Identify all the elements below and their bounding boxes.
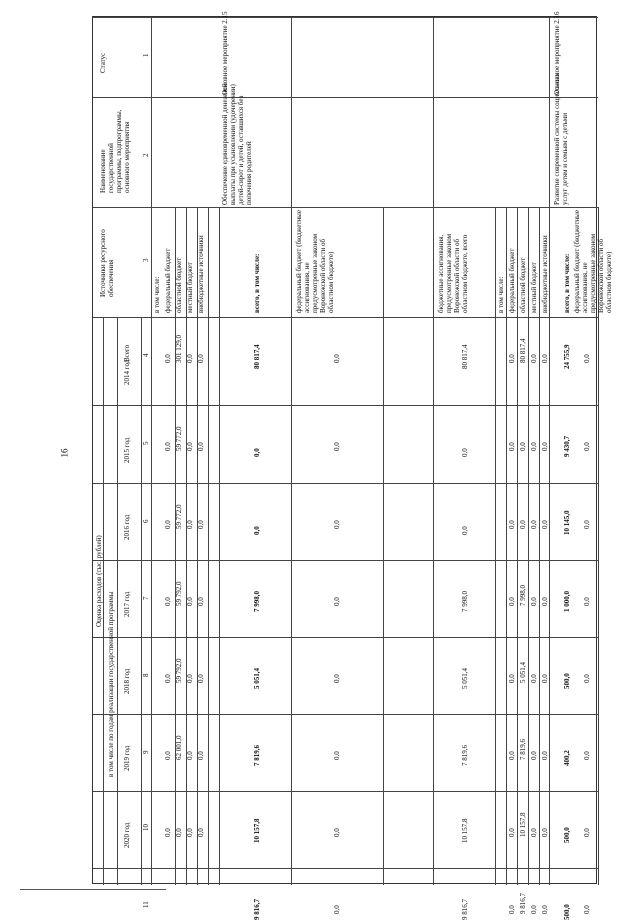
cell-value: 0,0 bbox=[164, 597, 172, 606]
cell-value: 0,0 bbox=[541, 674, 549, 683]
cell-value: 0,0 bbox=[508, 520, 516, 529]
measure-name: Обеспечение единовременной денежной bbox=[221, 83, 229, 205]
column-number: 9 bbox=[142, 750, 150, 754]
cell-value: 0,0 bbox=[186, 520, 194, 529]
cell-value: 0,0 bbox=[333, 597, 341, 606]
cell-value: 0,0 bbox=[519, 442, 527, 451]
cell-value: 80 817,4 bbox=[519, 338, 527, 363]
year-header: 2017 год bbox=[123, 591, 131, 617]
total-value: 500,0 bbox=[563, 827, 571, 843]
federal-label: Воронежской области об bbox=[597, 238, 605, 313]
cell-value: 0,0 bbox=[333, 751, 341, 760]
source-label: внебюджетные источники bbox=[197, 235, 205, 313]
total-label: всего, в том числе: bbox=[563, 253, 571, 313]
source-label: областной бюджет bbox=[175, 257, 183, 313]
cell-value: 0,0 bbox=[583, 828, 591, 837]
status-header: Статус bbox=[99, 52, 107, 73]
cell-value: 0,0 bbox=[197, 751, 205, 760]
cell-value: 0,0 bbox=[164, 354, 172, 363]
cell-value: 0,0 bbox=[530, 354, 538, 363]
cell-value: 0,0 bbox=[530, 520, 538, 529]
cell-value: 0,0 bbox=[541, 828, 549, 837]
measure-name: Развитие современной системы социальных bbox=[553, 73, 561, 205]
estimate-header: Оценка расходов (тыс. рублей) bbox=[95, 535, 103, 627]
measure-status: Основное мероприятие 2.16 bbox=[553, 11, 561, 95]
cell-value: 0,0 bbox=[530, 674, 538, 683]
name-header: государственной bbox=[107, 143, 115, 193]
column-number: 3 bbox=[142, 258, 150, 262]
cell-value: 10 157,8 bbox=[519, 812, 527, 837]
source-header: Источники ресурсного bbox=[99, 229, 107, 297]
cell-value: 0,0 bbox=[197, 597, 205, 606]
total-value: 500,0 bbox=[563, 673, 571, 689]
source-label: внебюджетные источники bbox=[541, 235, 549, 313]
cell-value: 0,0 bbox=[461, 448, 469, 457]
by-years-header: в том числе по годам реализации государственной программы bbox=[107, 591, 115, 777]
total-value: 5 051,4 bbox=[253, 668, 261, 689]
cell-value: 0,0 bbox=[333, 442, 341, 451]
federal-label: федеральный бюджет (бюджетные bbox=[573, 210, 581, 313]
total-value: 0,0 bbox=[253, 526, 261, 535]
cell-value: 0,0 bbox=[508, 442, 516, 451]
cell-value: 0,0 bbox=[519, 520, 527, 529]
federal-label: областном бюджете) bbox=[327, 251, 335, 313]
total-value: 10 157,8 bbox=[253, 818, 261, 843]
cell-value: 5 051,4 bbox=[519, 662, 527, 683]
cell-value: 0,0 bbox=[186, 828, 194, 837]
cell-value: 0,0 bbox=[541, 520, 549, 529]
measure-name: попечения родителей bbox=[245, 141, 253, 205]
cell-value: 80 817,4 bbox=[461, 344, 469, 369]
regional-label: Воронежской области об bbox=[453, 238, 461, 313]
cell-value: 0,0 bbox=[541, 354, 549, 363]
cell-value: 0,0 bbox=[541, 597, 549, 606]
page-number: 16 bbox=[59, 448, 70, 458]
cell-value: 0,0 bbox=[164, 828, 172, 837]
federal-label: ассигнования, не bbox=[303, 262, 311, 313]
total-value: 24 755,9 bbox=[563, 344, 571, 369]
column-number: 4 bbox=[142, 353, 150, 357]
cell-value: 0,0 bbox=[508, 751, 516, 760]
year-header: 2018 год bbox=[123, 668, 131, 694]
federal-label: областном бюджете) bbox=[605, 251, 613, 313]
cell-value: 0,0 bbox=[197, 520, 205, 529]
cell-value: 0,0 bbox=[333, 828, 341, 837]
cell-value: 59 772,0 bbox=[175, 504, 183, 529]
cell-value: 59 792,0 bbox=[175, 581, 183, 606]
cell-value: 0,0 bbox=[541, 751, 549, 760]
footnote-line bbox=[20, 889, 166, 890]
cell-value: 9 816,7 bbox=[519, 893, 527, 914]
source-label: местный бюджет bbox=[186, 262, 194, 313]
federal-label: предусмотренные законом bbox=[589, 233, 597, 313]
cell-value: 0,0 bbox=[508, 905, 516, 914]
cell-value: 0,0 bbox=[164, 442, 172, 451]
cell-value: 0,0 bbox=[583, 354, 591, 363]
year-header: 2016 год bbox=[123, 514, 131, 540]
cell-value: 0,0 bbox=[583, 597, 591, 606]
cell-value: 0,0 bbox=[583, 905, 591, 914]
year-header: 2014 год bbox=[123, 359, 131, 385]
federal-label: предусмотренные законом bbox=[311, 233, 319, 313]
measure-name: услуг детям и семьям с детьми bbox=[561, 112, 569, 205]
total-value: 9 816,7 bbox=[253, 899, 261, 920]
budget-table bbox=[92, 11, 613, 920]
cell-value: 0,0 bbox=[186, 674, 194, 683]
name-header: Наименование bbox=[99, 149, 107, 193]
cell-value: 301 129,0 bbox=[175, 335, 183, 363]
cell-value: 5 051,4 bbox=[461, 668, 469, 689]
year-header: 2015 год bbox=[123, 437, 131, 463]
cell-value: 0,0 bbox=[333, 674, 341, 683]
cell-value: 0,0 bbox=[175, 828, 183, 837]
cell-value: 7 819,6 bbox=[461, 745, 469, 766]
cell-value: 0,0 bbox=[333, 905, 341, 914]
cell-value: 0,0 bbox=[530, 905, 538, 914]
total-value: 10 145,0 bbox=[563, 510, 571, 535]
column-number: 2 bbox=[142, 153, 150, 157]
total-value: 0,0 bbox=[253, 448, 261, 457]
cell-value: 59 792,0 bbox=[175, 658, 183, 683]
cell-value: 0,0 bbox=[186, 442, 194, 451]
cell-value: 0,0 bbox=[461, 526, 469, 535]
column-number: 7 bbox=[142, 596, 150, 600]
total-value: 1 000,0 bbox=[563, 591, 571, 612]
total-value: 7 819,6 bbox=[253, 745, 261, 766]
cell-value: 7 998,0 bbox=[461, 591, 469, 612]
cell-value: 0,0 bbox=[186, 751, 194, 760]
cell-value: 0,0 bbox=[508, 354, 516, 363]
column-number: 1 bbox=[142, 53, 150, 57]
federal-label: федеральный бюджет (бюджетные bbox=[295, 210, 303, 313]
column-number: 11 bbox=[142, 901, 150, 908]
cell-value: 0,0 bbox=[530, 828, 538, 837]
cell-value: 0,0 bbox=[333, 354, 341, 363]
cell-value: 0,0 bbox=[583, 442, 591, 451]
cell-value: 7 819,6 bbox=[519, 739, 527, 760]
cell-value: 0,0 bbox=[333, 520, 341, 529]
total-value: 9 430,7 bbox=[563, 436, 571, 457]
federal-label: Воронежской области об bbox=[319, 238, 327, 313]
measure-name: выплаты при усыновлении (удочерении) bbox=[229, 84, 237, 205]
cell-value: 0,0 bbox=[530, 597, 538, 606]
total-value: 500,0 bbox=[563, 904, 571, 920]
total-label: всего, в том числе: bbox=[253, 253, 261, 313]
total-value: 80 817,4 bbox=[253, 344, 261, 369]
total-value: 7 998,0 bbox=[253, 591, 261, 612]
cell-value: 0,0 bbox=[583, 520, 591, 529]
cell-value: 0,0 bbox=[197, 674, 205, 683]
cell-value: 9 816,7 bbox=[461, 899, 469, 920]
source-label: областной бюджет bbox=[519, 257, 527, 313]
year-header: 2020 год bbox=[123, 822, 131, 848]
cell-value: 59 772,0 bbox=[175, 426, 183, 451]
cell-value: 0,0 bbox=[530, 442, 538, 451]
source-label: федеральный бюджет bbox=[164, 248, 172, 313]
source-label: федеральный бюджет bbox=[508, 248, 516, 313]
source-label: местный бюджет bbox=[530, 262, 538, 313]
source-header: обеспечения bbox=[107, 259, 115, 297]
measure-name: детей-сирот и детей, оставшихся без bbox=[237, 95, 245, 205]
cell-value: 62 001,0 bbox=[175, 735, 183, 760]
cell-value: 10 157,8 bbox=[461, 818, 469, 843]
cell-value: 0,0 bbox=[197, 354, 205, 363]
regional-label: областном бюджете, всего bbox=[461, 234, 469, 313]
cell-value: 0,0 bbox=[186, 597, 194, 606]
cell-value: 0,0 bbox=[541, 442, 549, 451]
column-number: 6 bbox=[142, 519, 150, 523]
regional-label: бюджетные ассигнования, bbox=[437, 234, 445, 313]
column-number: 10 bbox=[142, 824, 150, 831]
cell-value: 0,0 bbox=[197, 828, 205, 837]
column-number: 5 bbox=[142, 441, 150, 445]
regional-label: предусмотренные законом bbox=[445, 233, 453, 313]
cell-value: 0,0 bbox=[583, 751, 591, 760]
year-header: 2019 год bbox=[123, 745, 131, 771]
cell-value: 0,0 bbox=[508, 674, 516, 683]
cell-value: 0,0 bbox=[164, 751, 172, 760]
source-label: в том числе: bbox=[153, 276, 161, 313]
federal-label: ассигнования, не bbox=[581, 262, 589, 313]
column-number: 8 bbox=[142, 673, 150, 677]
total-header: Всего bbox=[123, 344, 131, 362]
cell-value: 7 998,0 bbox=[519, 585, 527, 606]
cell-value: 0,0 bbox=[186, 354, 194, 363]
cell-value: 0,0 bbox=[530, 751, 538, 760]
cell-value: 0,0 bbox=[164, 674, 172, 683]
cell-value: 0,0 bbox=[541, 905, 549, 914]
measure-status: Основное мероприятие 2.15 bbox=[221, 11, 229, 95]
source-label: в том числе: bbox=[497, 276, 505, 313]
name-header: программы, подпрограммы, bbox=[115, 109, 123, 193]
cell-value: 0,0 bbox=[197, 442, 205, 451]
total-value: 400,2 bbox=[563, 750, 571, 766]
cell-value: 0,0 bbox=[508, 828, 516, 837]
name-header: основного мероприятия bbox=[123, 121, 131, 193]
cell-value: 0,0 bbox=[508, 597, 516, 606]
cell-value: 0,0 bbox=[583, 674, 591, 683]
cell-value: 0,0 bbox=[164, 520, 172, 529]
